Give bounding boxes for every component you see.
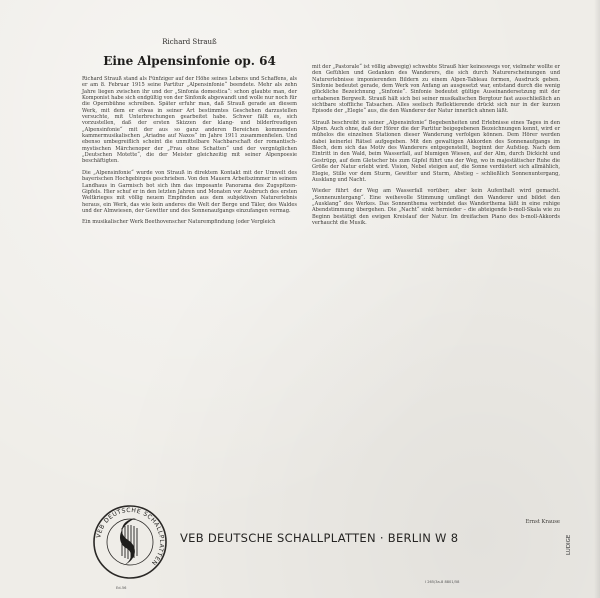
record-label-name: VEB DEUTSCHE SCHALLPLATTEN · BERLIN W 8 (180, 531, 459, 545)
composer-name: Richard Strauß (162, 38, 217, 46)
author-signature: Ernst Krause (525, 519, 560, 525)
work-title: Eine Alpensinfonie op. 64 (103, 54, 276, 68)
liner-notes-right-column (312, 64, 560, 231)
liner-notes-left-column (82, 76, 297, 231)
paragraph: Wieder führt der Weg am Wasserfall vorüber; aber kein Aufenthalt wird gemacht. „Sonnenuntergang“. Eine weihevolle Stimmung umfängt den Wanderer und bildet den „Ausklang“ des Werkes. Das Sonnenthema verbindet das Wanderthema läßt in eine ruhige Abendstimmung übergehen. Die „Nacht“ sinkt hernieder – die abteigende b-moll-Skala wie zu Beginn bestätigt den ewigen Kreislauf der Natur. Im dreifachen Piano des b-moll-Akkords verhaucht die Musik. (312, 188, 560, 226)
logo-ring-text: VEB DEUTSCHE SCHALLPLATTEN (95, 506, 166, 567)
label-logo-icon (92, 504, 168, 580)
paragraph: Richard Strauß stand als Fünfziger auf der Höhe seines Lebens und Schaffens, als er am 8. Februar 1915 seine Partitur „Alpensinfonie“ beendete. Mehr als zehn Jahre liegen zwischen ihr und der „Sinfonia domestica“: schon glaubte man, der Komponist habe sich endgültig von der Sinfonik abgewandt und wolle nur noch für die Opernbühne schreiben. Später erfuhr man, daß Strauß gerade an diesem Werk, mit dem er etwas in seiner Art bestimmtes Geschehen darzustellen versuchte, mit Unterbrechungen gearbeitet habe. Schwer fällt es, sich vorzustellen, daß der ersten Skizzen der klang- und bilderfreudigen „Alpensinfonie“ mit der aus so ganz anderen Bereichen kommenden kammermusikalischen „Ariadne auf Naxos“ im Jahre 1911 zusammenfielen. Und ebenso umbegreiflich scheint die unmittelbare Nachbarschaft der romantisch-mystischen Märchenoper der „Frau ohne Schatten“ und der vergnüglichen „Deutschen Motette“, die der Meister gleichzeitig mit seiner Alpenpoesie beschäftigten. (82, 76, 297, 165)
paragraph: Ein musikalischer Werk Beethovenscher Naturempfindung (oder Vergleich (82, 219, 276, 226)
paragraph: Strauß beschreibt in seiner „Alpensinfonie“ Begebenheiten und Erlebnisse eines Tages in den Alpen. Auch ohne, daß der Hörer die der Partitur beigegebenen Bezeichnungen kennt, wird er mühelos die einzelnen Stationen dieser Wanderung verfolgen können. Dem Hörer werden dabei keinerlei Rätsel aufgegeben. Mit den gewaltigen Akkorden des Sonnenaufgangs im Blech, dem sich das Motiv des Wanderers entgegenstellt, beginnt der Aufstieg. Nach dem Eintritt in den Wald, beim Wasserfall, auf blumigen Wiesen, auf der Alm, durch Dickicht und Gestrüpp, auf dem Gletscher bis zum Gipfel führt uns der Weg, wo in majestätischer Ruhe die Größe der Natur erlebt wird. Vision, Nebel steigen auf, die Sonne verdüstert sich allmählich, Elegie, Stille vor dem Sturm, Gewitter und Sturm, Abstieg – schließlich Sonnenuntergang, Ausklang und Nacht. (312, 119, 560, 183)
paragraph: mit der „Pastorale“ ist völlig abwegig) schwebte Strauß hier keineswegs vor, vielmehr wollte er den Gefühlen und Gedanken des Wanderers, die sich durch Naturerscheinungen und Naturerlebnisse imponierenden Bildern zu einem Alpen-Tableau formen, Ausdruck geben. Sinfonie bedeutet gerade, dem Werk von Anfang an ausgesetzt war, entstand durch die wenig glückliche Bezeichnung „Sinfonie“. Sinfonie bedeutet gültige Auseinandersetzung mit der erhabenen Bergwelt. Strauß hält sich bei seiner musikalischen Bergtour fast ausschließlich an sichtbare stoffliche Tatsachen. Alles seelisch Reflektierende drückt sich nur in der kurzen Episode der „Elegie“ aus, die den Wanderer der Natur innerlich ahnen läßt. (312, 64, 560, 115)
catalog-number: LUDIGE (566, 534, 572, 555)
sleeve-edge (594, 0, 600, 598)
print-code: I 265/3a-8 8801/58 (425, 580, 460, 584)
paragraph: Die „Alpensinfonie“ wurde von Strauß in direktem Kontakt mit der Umwelt des bayerischen Hochgebirges geschrieben. Von den Mauern Arbeitszimmer in seinem Landhaus in Garmisch bot sich ihm das imposante Panorama des Zugspitzen-Gipfels. Hier schuf er in den letzten Jahren und Monaten vor Ausbruch des ersten Weltkrieges mit völlig neuem Empfinden aus dem subjektiven Naturerlebnis heraus, ein Werk, das wie kein anderes die Welt der Berge und Täler, des Waldes und der Almwiesen, der Gewitter und des Sonnenaufgangs einzufangen vermag. (82, 169, 297, 214)
edition-code: Ed-56 (116, 586, 127, 590)
